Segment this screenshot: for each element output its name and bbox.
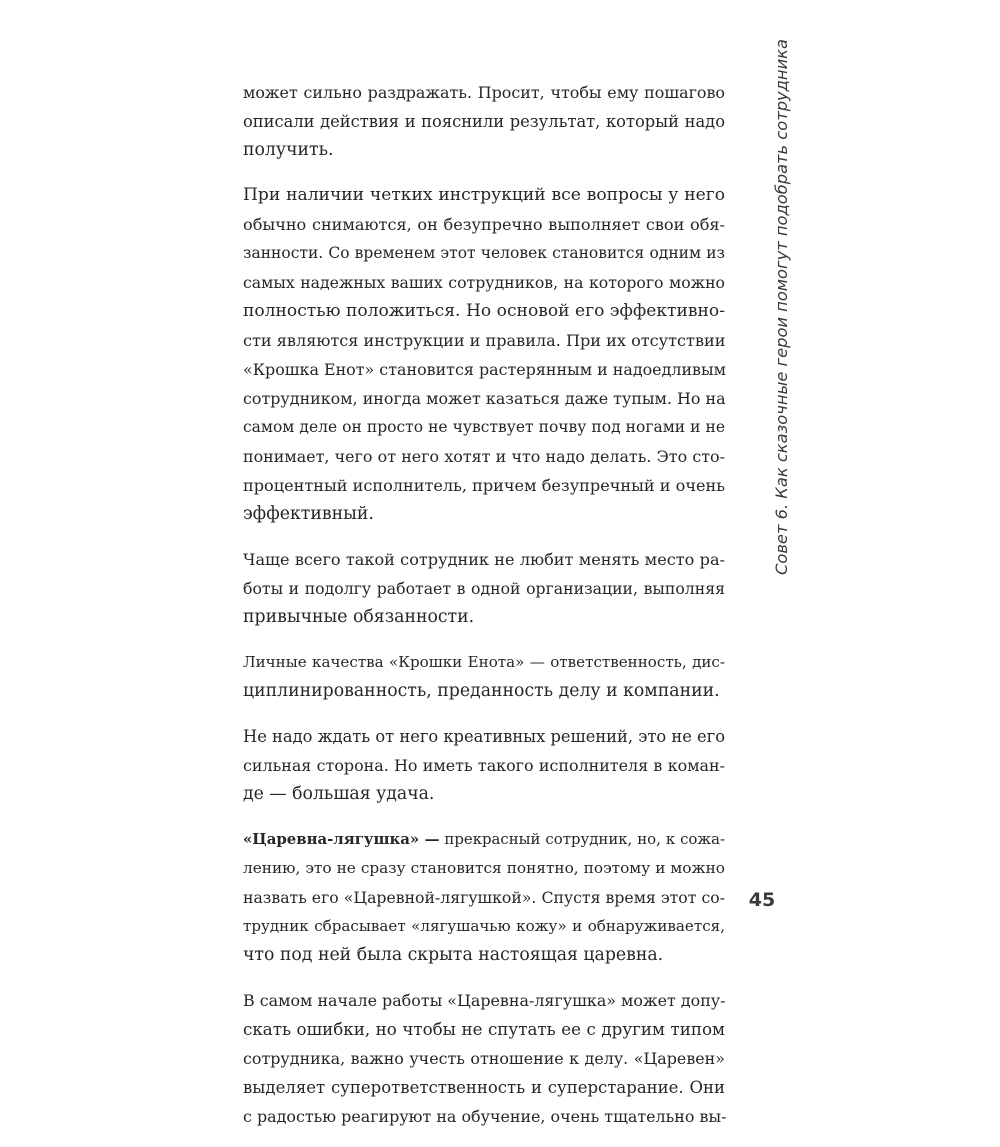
text-line: понимает, чего от него хотят и что надо делать. Это сто-: [243, 447, 725, 466]
text-line: самом деле он просто не чувствует почву под ногами и не: [243, 418, 725, 436]
body-text: [243, 78, 725, 1147]
text-line: Не надо ждать от него креативных решений, это не его: [243, 727, 725, 746]
text-line: трудник сбрасывает «лягушачью кожу» и обнаруживается,: [243, 917, 725, 935]
running-head: Совет 6. Как сказочные герои помогут подобрать сотрудника: [772, 39, 791, 575]
text-line: [243, 825, 725, 854]
text-line: назвать его «Царевной-лягушкой». Спустя время этот со-: [243, 888, 725, 907]
text-line: процентный исполнитель, причем безупречный и очень: [243, 476, 725, 495]
paragraph-5: [243, 722, 725, 809]
text-line: сти являются инструкции и правила. При их отсутствии: [243, 331, 726, 350]
text-line: В самом начале работы «Царевна-лягушка» может допу-: [243, 991, 726, 1010]
text-line: выделяет суперответственность и суперстарание. Они: [243, 1078, 725, 1097]
text-line: сотрудником, иногда может казаться даже тупым. Но на: [243, 389, 726, 408]
text-line: описали действия и пояснили результат, который надо: [243, 112, 725, 131]
text-line: обычно снимаются, он безупречно выполняет свои обя-: [243, 215, 725, 234]
text-line: привычные обязанности.: [243, 607, 475, 627]
term-heading: «Царевна-лягушка» —: [243, 830, 440, 848]
text-line: полностью положиться. Но основой его эффективно-: [243, 301, 725, 321]
paragraph-6: [243, 825, 725, 970]
text-line: занности. Со временем этот человек становится одним из: [243, 244, 725, 262]
text-line: При наличии четких инструкций все вопросы у него: [243, 185, 725, 205]
paragraph-2: [243, 181, 725, 529]
text-line: боты и подолгу работает в одной организации, выполняя: [243, 579, 725, 598]
text-line: Личные качества «Крошки Енота» — ответственность, дис-: [243, 653, 725, 671]
text-fragment: прекрасный сотрудник, но, к сожа-: [439, 830, 725, 848]
text-line: циплинированность, преданность делу и компании.: [243, 681, 720, 701]
paragraph-7: [243, 986, 725, 1131]
page-number: 45: [748, 889, 776, 911]
text-line: скать ошибки, но чтобы не спутать ее с другим типом: [243, 1019, 725, 1039]
text-line: сильная сторона. Но иметь такого исполнителя в коман-: [243, 756, 725, 775]
text-line: может сильно раздражать. Просит, чтобы ему пошагово: [243, 83, 725, 102]
text-line: с радостью реагируют на обучение, очень тщательно вы-: [243, 1107, 727, 1126]
paragraph-1: [243, 78, 725, 165]
paragraph-3: [243, 545, 725, 632]
text-line: самых надежных ваших сотрудников, на которого можно: [243, 273, 725, 292]
text-line: «Крошка Енот» становится растерянным и надоедливым: [243, 360, 727, 379]
text-line: Чаще всего такой сотрудник не любит менять место ра-: [243, 550, 725, 569]
text-line: лению, это не сразу становится понятно, поэтому и можно: [243, 859, 725, 877]
text-line: сотрудника, важно учесть отношение к делу. «Царевен»: [243, 1049, 725, 1068]
text-line: де — большая удача.: [243, 784, 435, 804]
text-line: получить.: [243, 140, 334, 160]
text-line: что под ней была скрыта настоящая царевна.: [243, 945, 664, 965]
text-line: эффективный.: [243, 504, 374, 524]
paragraph-4: [243, 648, 725, 706]
